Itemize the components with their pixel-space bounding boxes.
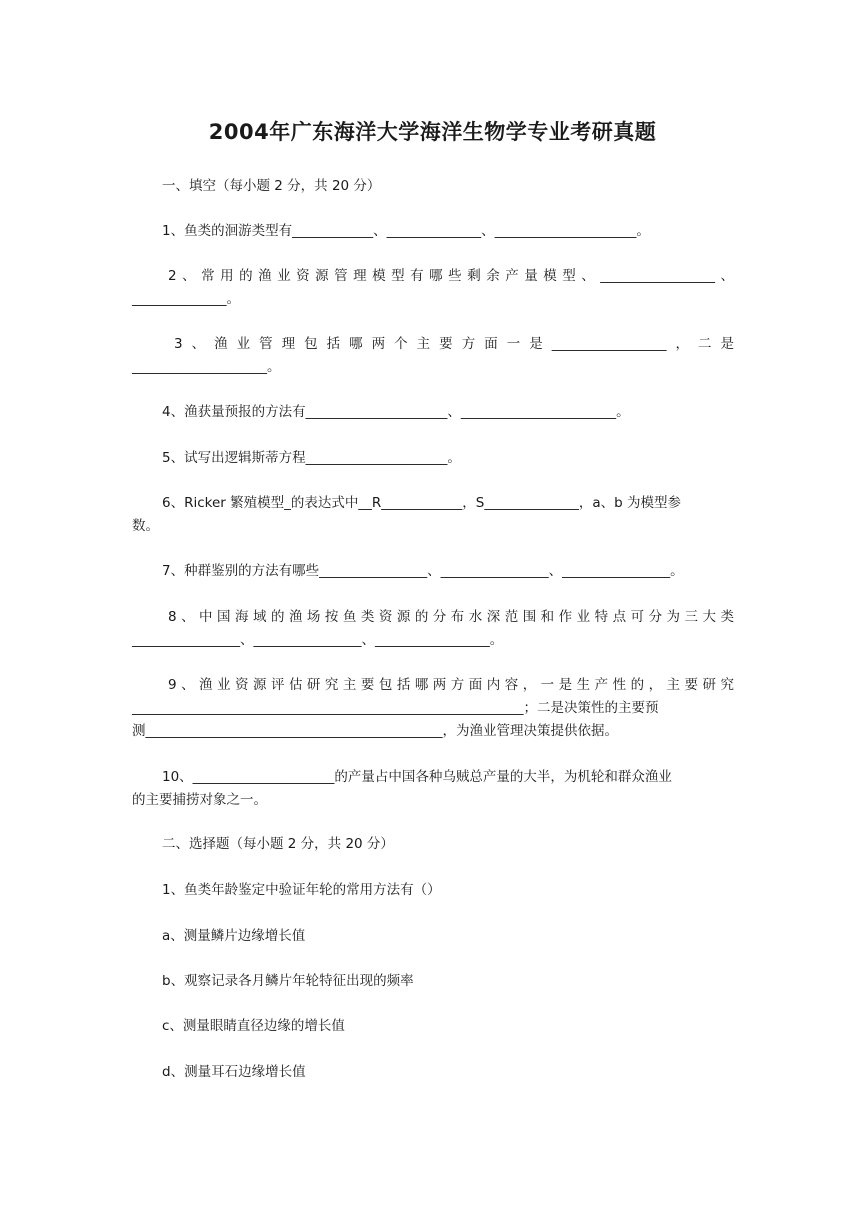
question-3-line-2: ____________________。: [132, 359, 281, 375]
question-2-line-1: 2、常用的渔业资源管理模型有哪些剩余产量模型、_________________、: [168, 268, 734, 284]
question-5: 5、试写出逻辑斯蒂方程_____________________。: [162, 450, 461, 466]
question-6-line-2: 数。: [132, 518, 159, 534]
choice-option-b: b、观察记录各月鳞片年轮特征出现的频率: [162, 973, 414, 989]
question-9: [132, 674, 734, 743]
question-2-line-2: ______________。: [132, 291, 240, 307]
question-3: [132, 333, 734, 379]
question-9-line-2: __________________________________________________________；二是决策性的主要预: [132, 700, 659, 716]
question-10: [132, 766, 734, 812]
choice-option-a: a、测量鳞片边缘增长值: [162, 928, 306, 944]
question-4: 4、渔获量预报的方法有_____________________、_______________________。: [162, 404, 630, 420]
choice-option-c: c、测量眼睛直径边缘的增长值: [162, 1018, 345, 1034]
question-6: [132, 492, 734, 538]
question-10-line-2: 的主要捕捞对象之一。: [132, 792, 267, 808]
section2-heading: 二、选择题（每小题 2 分，共 20 分）: [162, 836, 394, 852]
question-3-line-1: 3、渔业管理包括哪两个主要方面一是_________________，二是: [174, 336, 734, 352]
question-6-line-1: 6、Ricker 繁殖模型_的表达式中__R____________，S______________，a、b 为模型参: [162, 495, 681, 511]
question-1: 1、鱼类的洄游类型有____________、______________、_____________________。: [162, 223, 650, 239]
question-8: [132, 606, 734, 652]
document-title: 2004年广东海洋大学海洋生物学专业考研真题: [208, 120, 657, 144]
question-2: [132, 265, 734, 311]
question-9-line-1: 9、渔业资源评估研究主要包括哪两方面内容，一是生产性的，主要研究: [168, 677, 734, 693]
section1-heading: 一、填空（每小题 2 分，共 20 分）: [162, 178, 381, 194]
question-8-line-1: 8、中国海域的渔场按鱼类资源的分布水深范围和作业特点可分为三大类: [168, 609, 734, 625]
choice-option-d: d、测量耳石边缘增长值: [162, 1064, 306, 1080]
choice-question-1: 1、鱼类年龄鉴定中验证年轮的常用方法有（）: [162, 882, 441, 898]
question-9-line-3: 测____________________________________________，为渔业管理决策提供依据。: [132, 723, 618, 739]
question-7: 7、种群鉴别的方法有哪些________________、________________、________________。: [162, 563, 684, 579]
question-10-line-1: 10、_____________________的产量占中国各种乌贼总产量的大半，为机轮和群众渔业: [162, 769, 672, 785]
question-8-line-2: ________________、________________、_________________。: [132, 632, 504, 648]
